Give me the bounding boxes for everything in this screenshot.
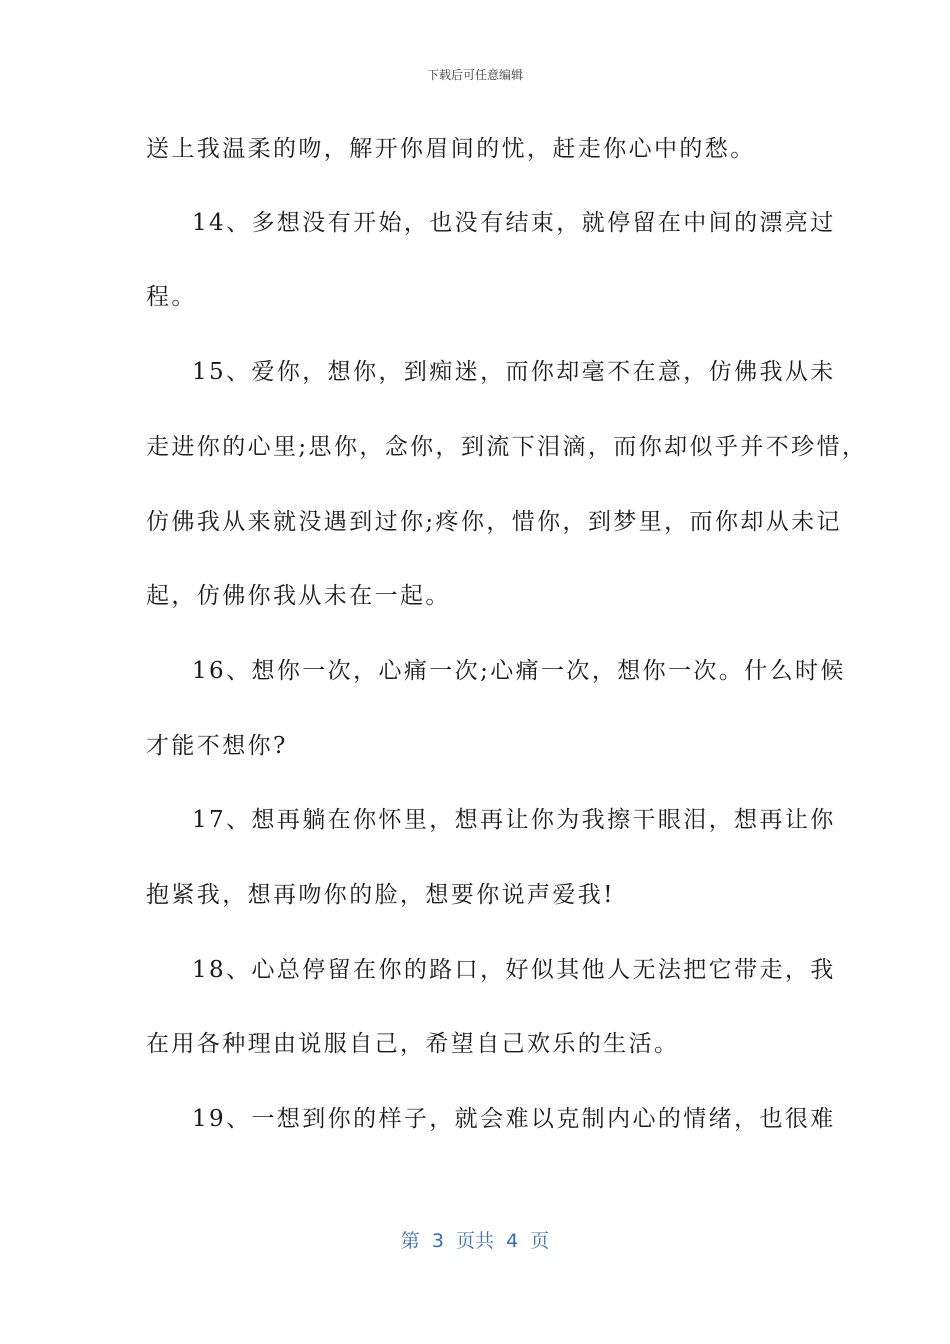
- header-note: 下载后可任意编辑: [426, 68, 523, 82]
- text-line: 抱紧我，想再吻你的脸，想要你说声爱我!: [146, 882, 615, 908]
- text-line: 仿佛我从来就没遇到过你;疼你，惜你，到梦里，而你却从未记: [146, 509, 842, 535]
- text-line: 走进你的心里;思你，念你，到流下泪滴，而你却似乎并不珍惜，: [146, 434, 868, 460]
- page-indicator: 第 3 页共 4 页: [400, 1230, 550, 1252]
- text-line: 才能不想你?: [146, 733, 288, 759]
- text-line: 18、心总停留在你的路口，好似其他人无法把它带走，我: [192, 957, 836, 983]
- text-line: 16、想你一次，心痛一次;心痛一次，想你一次。什么时候: [192, 658, 846, 684]
- text-line: 程。: [146, 284, 197, 310]
- text-line: 15、爱你，想你，到痴迷，而你却毫不在意，仿佛我从未: [192, 359, 836, 385]
- text-line: 起，仿佛你我从未在一起。: [146, 583, 451, 609]
- text-line: 17、想再躺在你怀里，想再让你为我擦干眼泪，想再让你: [192, 807, 836, 833]
- text-line: 19、一想到你的样子，就会难以克制内心的情绪，也很难: [192, 1106, 836, 1132]
- text-line: 14、多想没有开始，也没有结束，就停留在中间的漂亮过: [192, 210, 836, 236]
- text-line: 送上我温柔的吻，解开你眉间的忧，赶走你心中的愁。: [146, 136, 756, 162]
- text-line: 在用各种理由说服自己，希望自己欢乐的生活。: [146, 1031, 680, 1057]
